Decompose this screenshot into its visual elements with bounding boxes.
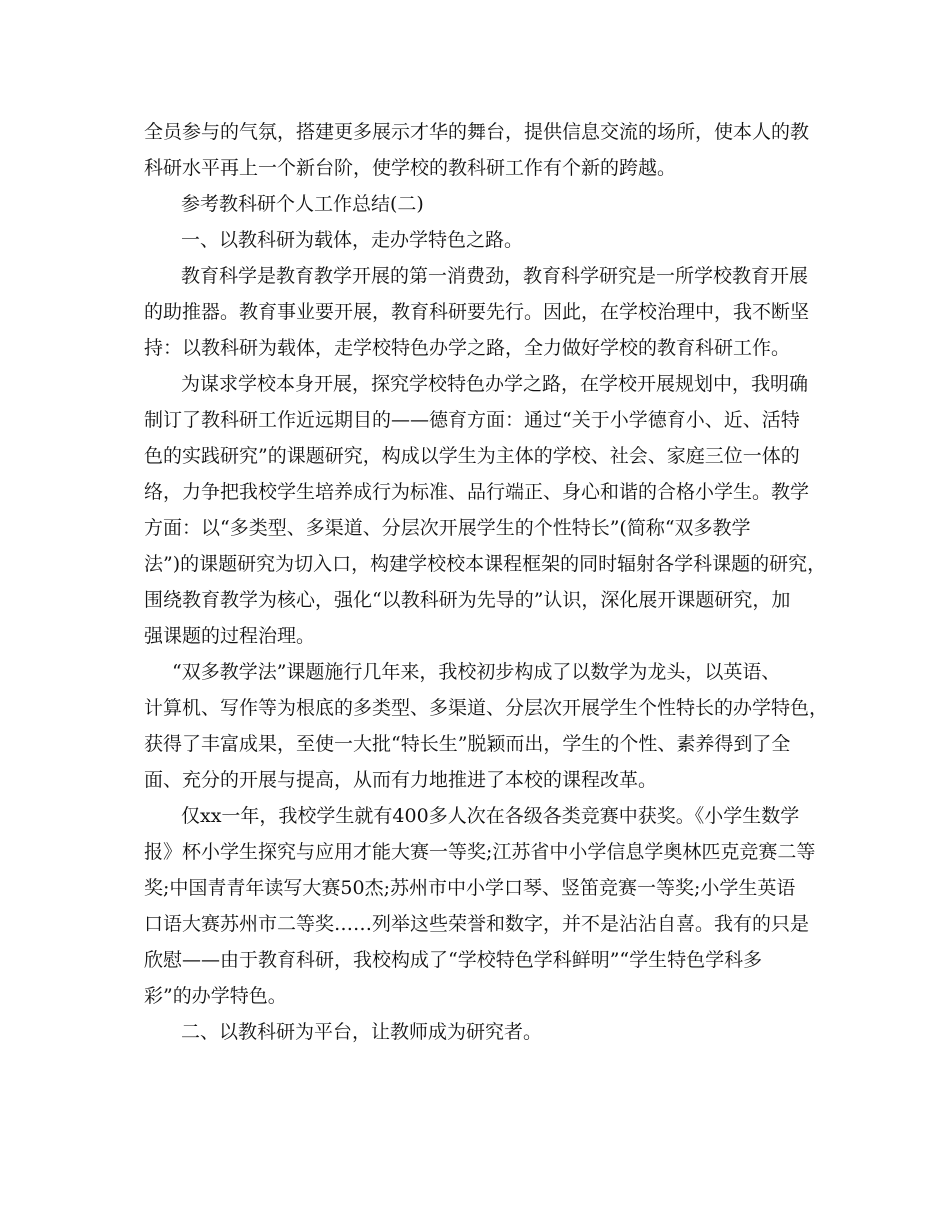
paragraph-start-line: 仅xx一年，我校学生就有400多人次在各级各类竞赛中获奖。《小学生数学 [181,805,800,827]
body-text-line: 围绕教育教学为核心，强化“以教科研为先导的”认识，深化展开课题研究，加 [144,589,791,611]
body-text-line: 强课题的过程治理。 [144,625,316,647]
body-text-line: 面、充分的开展与提高，从而有力地推进了本校的课程改革。 [144,769,658,791]
body-text-line: 的助推器。教育事业要开展，教育科研要先行。因此，在学校治理中，我不断坚 [144,301,810,323]
body-text-line: 法”)的课题研究为切入口，构建学校校本课程框架的同时辐射各学科课题的研究， [144,553,827,575]
section-heading: 一、以教科研为载体，走办学特色之路。 [181,229,524,251]
body-text-line: 制订了教科研工作近远期目的——德育方面：通过“关于小学德育小、近、活特 [144,409,800,431]
body-text-line: 口语大赛苏州市二等奖……列举这些荣誉和数字，并不是沾沾自喜。我有的只是 [144,913,810,935]
paragraph-start-line: “双多教学法”课题施行几年来，我校初步构成了以数学为龙头，以英语、 [172,661,781,683]
body-text-line: 欣慰——由于教育科研，我校构成了“学校特色学科鲜明”“学生特色学科多 [144,949,763,971]
body-text-line: 络，力争把我校学生培养成行为标准、品行端正、身心和谐的合格小学生。教学 [144,481,810,503]
body-text-line: 方面：以“多类型、多渠道、分层次开展学生的个性特长”(简称“双多教学 [144,517,751,539]
body-text-line: 色的实践研究”的课题研究，构成以学生为主体的学校、社会、家庭三位一体的 [144,445,800,467]
paragraph-start-line: 为谋求学校本身开展，探究学校特色办学之路，在学校开展规划中，我明确 [181,373,809,395]
body-text-line: 报》杯小学生探究与应用才能大赛一等奖;江苏省中小学信息学奥林匹克竞赛二等 [144,841,816,863]
section-heading: 二、以教科研为平台，让教师成为研究者。 [181,1021,543,1043]
paragraph-start-line: 教育科学是教育教学开展的第一消费劲，教育科学研究是一所学校教育开展 [181,265,809,287]
body-text-line: 全员参与的气氛，搭建更多展示才华的舞台，提供信息交流的场所，使本人的教 [144,121,810,143]
body-text-line: 科研水平再上一个新台阶，使学校的教科研工作有个新的跨越。 [144,157,677,179]
body-text-line: 奖;中国青青年读写大赛50杰;苏州市中小学口琴、竖笛竞赛一等奖;小学生英语 [144,877,796,899]
body-text-line: 彩”的办学特色。 [144,985,287,1007]
body-text-line: 持：以教科研为载体，走学校特色办学之路，全力做好学校的教育科研工作。 [144,337,791,359]
body-text-line: 获得了丰富成果，至使一大批“特长生”脱颖而出，学生的个性、素养得到了全 [144,733,791,755]
section-title: 参考教科研个人工作总结(二) [181,193,424,215]
body-text-line: 计算机、写作等为根底的多类型、多渠道、分层次开展学生个性特长的办学特色， [144,697,829,719]
